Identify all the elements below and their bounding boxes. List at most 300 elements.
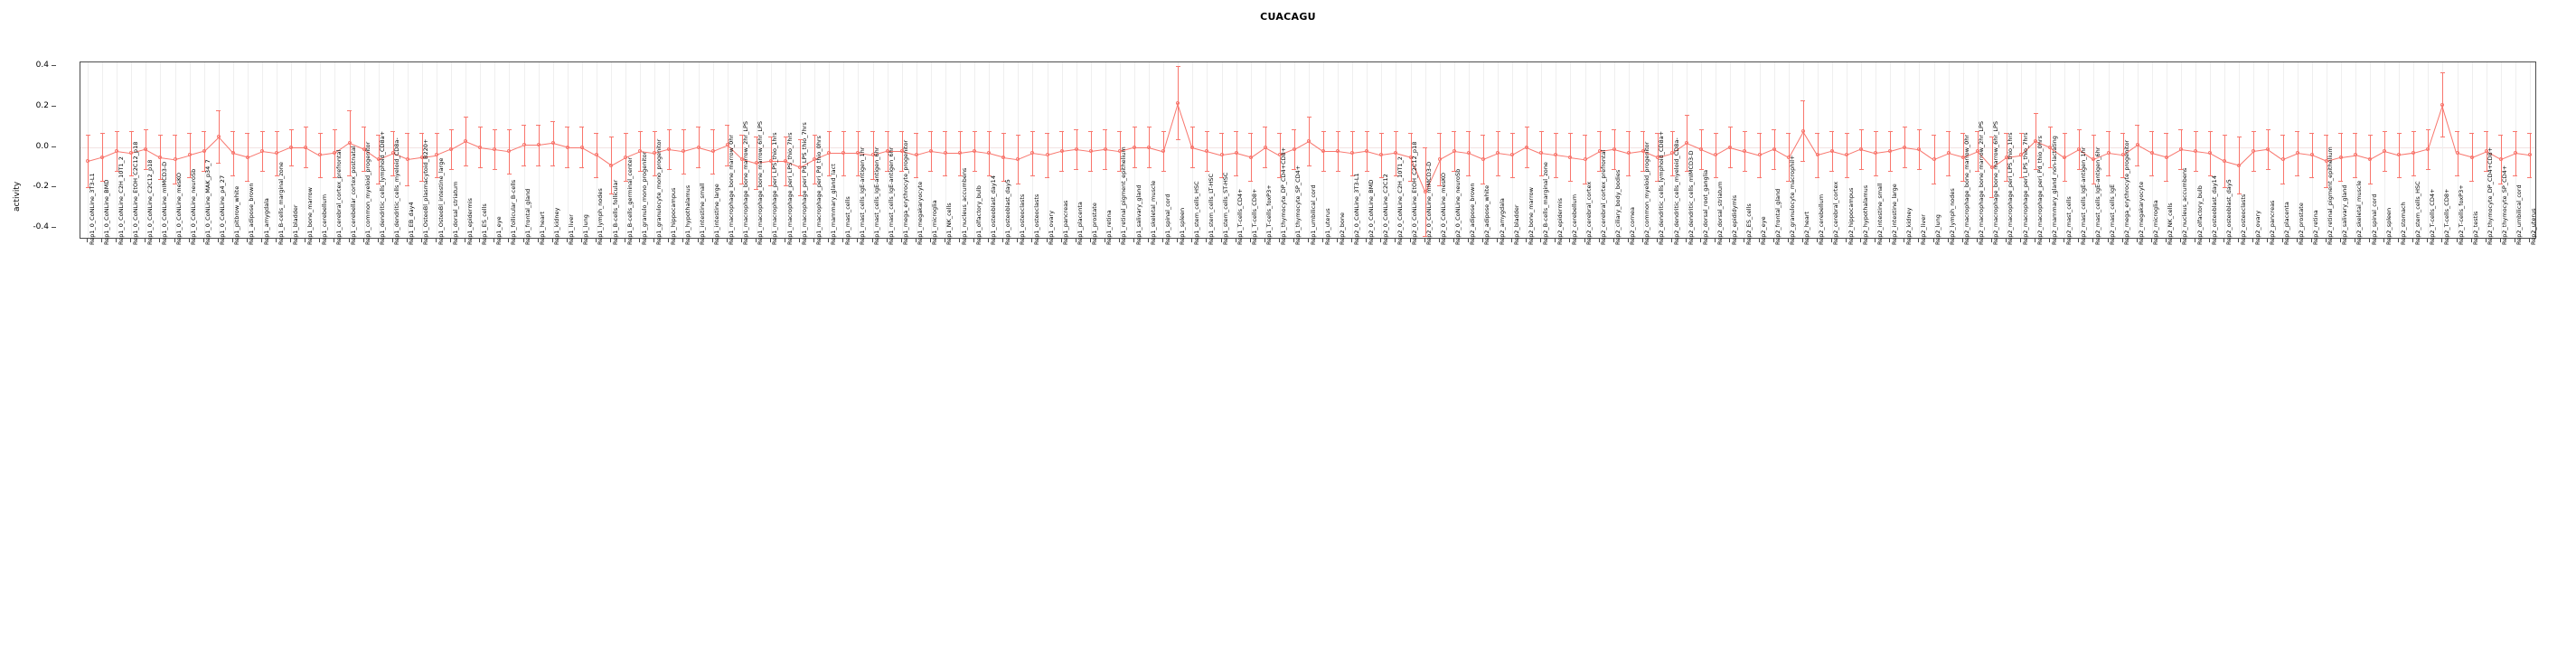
y-axis (0, 61, 80, 239)
x-tick-label: Rep2_ovary (2253, 210, 2261, 245)
x-tick-label: Rep2_0_CoNLine_C2C12 (1381, 174, 1389, 245)
error-bar-cap (1074, 169, 1078, 170)
data-point (682, 149, 685, 153)
y-tick-label: -0.4 (33, 222, 49, 231)
error-bar-cap (1365, 131, 1369, 132)
x-tick-label: Rep1_eye (494, 216, 503, 245)
error-bar-cap (1103, 129, 1107, 130)
x-tick-label: Rep1_retinal_pigment_epithelium (1120, 146, 1128, 245)
x-tick-label: Rep2_T-cells_CD8+ (2442, 188, 2450, 245)
error-bar-cap (1059, 171, 1064, 172)
error-bar-cap (347, 110, 352, 111)
error-bar-cap (2295, 175, 2299, 176)
x-tick-label: Rep2_spleen (2384, 207, 2393, 245)
error-bar-cap (216, 110, 221, 111)
error-bar-cap (129, 131, 134, 132)
x-tick-mark (1148, 239, 1149, 242)
error-bar-cap (1510, 133, 1515, 134)
x-tick-label: Rep1_0_CoNLine_C2H_10T1_2 (117, 156, 125, 245)
data-point (115, 149, 118, 153)
error-bar-cap (100, 133, 105, 134)
error-bar-cap (1670, 131, 1675, 132)
x-tick-mark (799, 239, 800, 242)
error-bar-cap (1219, 133, 1224, 134)
data-point (1220, 153, 1224, 156)
x-tick-label: Rep2_salivary_gland (2341, 184, 2349, 245)
x-tick-label: Rep2_0_CoNLine_BMD (1367, 179, 1375, 245)
x-tick-label: Rep2_lung (1934, 214, 1942, 245)
error-bar-cap (899, 131, 904, 132)
connector-line (204, 137, 220, 151)
error-bar-cap (1757, 133, 1762, 134)
data-point (86, 159, 89, 163)
error-bar-cap (2484, 131, 2488, 132)
y-tick-mark (52, 146, 56, 147)
data-point (507, 149, 511, 153)
data-point (1016, 157, 1020, 161)
data-point (522, 143, 526, 146)
y-tick-label: -0.2 (33, 182, 49, 192)
data-point (1859, 147, 1863, 151)
error-bar-cap (1234, 131, 1238, 132)
data-point (958, 151, 962, 155)
data-point (580, 146, 584, 149)
x-tick-label: Rep1_dorsal_striatum (451, 181, 459, 245)
x-tick-label: Rep2_stomach (2399, 202, 2407, 245)
error-bar-cap (2149, 131, 2154, 132)
error-bar-cap (245, 181, 249, 182)
x-tick-label: Rep2_granulocyte_macrophil+ (1789, 155, 1797, 245)
error-bar-cap (2194, 171, 2198, 172)
error-bar-cap (1946, 131, 1951, 132)
x-tick-label: Rep1_kidney (553, 207, 561, 245)
x-tick-mark (1337, 239, 1338, 242)
data-point (304, 146, 307, 149)
y-tick-mark (52, 186, 56, 187)
x-tick-label: Rep2_nucleus_accumbens (2181, 167, 2189, 245)
data-point (1874, 151, 1877, 155)
x-tick-label: Rep1_mast_cells (843, 196, 851, 245)
data-point (1496, 151, 1500, 155)
error-bar-cap (1800, 161, 1805, 162)
data-point (348, 141, 352, 145)
x-tick-label: Rep2_dendritic_cells_myeloid_CD8a- (1672, 137, 1680, 245)
error-bar-cap (158, 135, 163, 136)
error-bar-cap (2149, 175, 2154, 176)
error-bar-cap (1437, 133, 1442, 134)
error-bar-cap (2208, 131, 2213, 132)
x-tick-label: Rep1_lung (582, 214, 590, 245)
x-tick-label: Rep1_0_CoNLine_EtOH_C2C12_p18 (131, 141, 139, 245)
error-bar-cap (1379, 133, 1384, 134)
y-tick-label: 0.4 (35, 61, 49, 71)
x-tick-label: Rep2_mast_cells_IgE (2109, 184, 2117, 245)
x-tick-label: Rep1_0_CoNLine_p4_27 (219, 175, 227, 245)
x-tick-mark (1671, 239, 1672, 242)
error-bar-cap (1161, 131, 1166, 132)
x-tick-label: Rep2_frontal_gland (1774, 188, 1782, 245)
connector-line (1163, 103, 1179, 152)
error-bar-cap (2223, 135, 2227, 136)
data-point (2252, 149, 2255, 153)
x-tick-label: Rep2_cerebral_cortex_prefrontal (1600, 149, 1608, 245)
error-bar-cap (1045, 177, 1049, 178)
x-tick-label: Rep2_macrophage_peri_LPS_thio_1hrs (2007, 132, 2015, 245)
x-tick-label: Rep1_ES_cells (480, 203, 488, 245)
error-bar-cap (216, 163, 221, 164)
error-bar-cap (1815, 133, 1819, 134)
data-point (435, 153, 438, 156)
data-point (1845, 153, 1848, 156)
data-point (1438, 157, 1442, 161)
error-bar-cap (1946, 175, 1951, 176)
error-bar-cap (2498, 135, 2503, 136)
data-point (289, 146, 293, 149)
data-point (1816, 153, 1819, 156)
data-point (1584, 157, 1587, 161)
error-bar-cap (987, 131, 992, 132)
x-tick-label: Rep1_mast_cells_IgE-antigen_1hr (858, 146, 866, 245)
error-bar-cap (2309, 177, 2314, 178)
x-tick-label: Rep1_dendritic_cells_lymphoid_CD8a+ (379, 130, 387, 245)
error-bar-cap (973, 171, 977, 172)
error-bar-cap (1859, 169, 1864, 170)
x-tick-label: Rep2_cerebellum (1818, 193, 1826, 245)
x-tick-label: Rep1_macrophage_bone_marrow_0hr (728, 134, 736, 245)
x-tick-label: Rep1_cerebellum (320, 193, 328, 245)
x-tick-label: Rep1_osteoclasts (1032, 193, 1040, 245)
x-tick-label: Rep2_retina (2312, 210, 2320, 245)
x-tick-label: Rep1_0_CoNLine_neuroSb (190, 168, 198, 245)
error-bar-cap (405, 133, 409, 134)
x-tick-label: Rep2_macrophage_peri_LPS_thio_7hrs (2021, 132, 2029, 245)
connector-line (1802, 131, 1818, 156)
error-bar-cap (522, 125, 526, 126)
x-tick-label: Rep1_B-cells_germinal_center (625, 156, 634, 245)
error-bar-cap (1336, 131, 1340, 132)
x-tick-label: Rep2_olfactory_bulb (2195, 185, 2204, 245)
x-tick-label: Rep2_hippocampus (1847, 187, 1855, 245)
x-tick-mark (87, 239, 88, 242)
x-tick-label: Rep1_mast_cells_IgE-antigen_6hr (888, 146, 896, 245)
x-tick-label: Rep2_bone (1338, 212, 1346, 245)
error-bar-cap (1685, 115, 1689, 116)
x-tick-label: Rep1_adipose_brown (248, 183, 256, 245)
x-tick-label: Rep1_osteoblast_day14 (989, 175, 997, 245)
error-bar-cap (1248, 181, 1253, 182)
error-bar-cap (1248, 133, 1253, 134)
x-tick-label: Rep2_osteoblast_day5 (2224, 179, 2233, 245)
data-point (1379, 153, 1383, 156)
error-bar-cap (449, 129, 454, 130)
error-bar-cap (1263, 167, 1267, 168)
connector-line (1789, 131, 1804, 157)
x-tick-label: Rep2_placenta (2283, 202, 2291, 245)
error-bar-cap (1190, 167, 1195, 168)
error-bar-cap (594, 177, 598, 178)
error-bar-cap (856, 131, 860, 132)
x-tick-mark (2209, 239, 2210, 242)
x-tick-mark (973, 239, 974, 242)
error-bar-cap (2513, 175, 2517, 176)
x-tick-label: Rep2_B-cells_marginal_zone (1541, 162, 1549, 245)
x-tick-label: Rep2_eye (1760, 216, 1768, 245)
data-point (1612, 147, 1616, 151)
data-point (2470, 156, 2474, 159)
data-point (551, 141, 555, 145)
error-bar-cap (943, 175, 947, 176)
x-tick-label: Rep1_0_CoNLine_3T3-L1 (88, 173, 96, 245)
x-tick-mark (276, 239, 277, 242)
error-bar-cap (2353, 177, 2357, 178)
data-point (1481, 157, 1485, 161)
data-point (1089, 149, 1093, 153)
x-tick-label: Rep1_granulocyte_mono_progenitor (654, 138, 663, 245)
error-bar-cap (943, 131, 947, 132)
x-tick-label: Rep2_epididymis (1730, 194, 1738, 245)
error-bar-cap (710, 174, 715, 175)
connector-line (175, 155, 190, 159)
data-point (841, 151, 845, 155)
error-bar-cap (2426, 129, 2430, 130)
error-bar-cap (1554, 133, 1558, 134)
error-bar-cap (1757, 177, 1762, 178)
error-bar-cap (1743, 171, 1747, 172)
error-bar-cap (1336, 171, 1340, 172)
data-point (1888, 149, 1892, 153)
error-bar-cap (565, 167, 569, 168)
error-bar-cap (1365, 171, 1369, 172)
error-bar-cap (187, 133, 192, 134)
error-bar-cap (507, 174, 512, 175)
x-tick-mark (2020, 239, 2021, 242)
error-bar-cap (2440, 72, 2445, 73)
data-point (1293, 147, 1296, 151)
error-bar-cap (1888, 171, 1893, 172)
error-bar-cap (2063, 181, 2067, 182)
x-tick-label: Rep2_0_CoNLine_mesKO (1440, 172, 1448, 245)
error-bar-cap (928, 171, 933, 172)
data-point (202, 149, 206, 153)
x-tick-label: Rep2_mega_erythrocyte_progenitor (2123, 139, 2131, 245)
error-bar-cap (827, 131, 832, 132)
x-tick-label: Rep2_osteoblast_day14 (2210, 175, 2218, 245)
data-point (1104, 147, 1107, 151)
data-point (1075, 147, 1078, 151)
error-bar-cap (173, 135, 177, 136)
error-bar-cap (464, 117, 468, 118)
data-point (1350, 151, 1354, 155)
x-tick-mark (1308, 239, 1309, 242)
error-bar-cap (260, 171, 265, 172)
error-bar-cap (1088, 131, 1093, 132)
error-bar-cap (1903, 167, 1907, 168)
x-tick-label: Rep1_bladder (291, 204, 299, 245)
error-bar-cap (1466, 131, 1471, 132)
x-tick-label: Rep1_EB_day4 (408, 202, 416, 245)
x-tick-label: Rep2_lymph_nodes (1949, 188, 1957, 245)
x-tick-label: Rep1_T-cells_foxP3+ (1265, 184, 1274, 245)
error-bar-cap (1786, 133, 1791, 134)
error-bar-cap (419, 133, 424, 134)
error-bar-cap (536, 125, 541, 126)
x-tick-label: Rep1_NK_cells (945, 203, 954, 245)
error-bar-cap (2164, 181, 2168, 182)
x-tick-label: Rep2_dendritic_cells_mIMCD3-D (1687, 150, 1695, 245)
error-bar-cap (1583, 135, 1587, 136)
x-tick-label: Rep1_bone_marrow (306, 187, 314, 245)
x-tick-label: Rep2_prostate (2298, 203, 2306, 245)
error-bar-cap (1641, 131, 1645, 132)
x-tick-label: Rep2_ciliary_body_bodies (1614, 169, 1622, 245)
error-bar-cap (1205, 131, 1209, 132)
data-point (2339, 156, 2343, 159)
error-bar-cap (522, 165, 526, 166)
error-bar-cap (1845, 177, 1849, 178)
x-tick-label: Rep1_spinal_cord (1163, 193, 1171, 245)
data-point (1176, 101, 1180, 105)
x-tick-label: Rep1_mega_erythrocyte_progenitor (902, 139, 910, 245)
error-bar-cap (1074, 129, 1078, 130)
x-tick-label: Rep2_megakaryocyte (2138, 181, 2146, 245)
data-point (1307, 139, 1311, 143)
x-tick-label: Rep1_olfactory_bulb (974, 185, 982, 245)
x-tick-label: Rep2_spinal_cord (2370, 193, 2378, 245)
x-tick-label: Rep2_retinal_pigment_epithelium (2327, 146, 2335, 245)
data-point (1758, 153, 1762, 156)
error-bar-cap (435, 133, 439, 134)
error-bar-cap (1597, 131, 1602, 132)
x-tick-label: Rep1_granulo_mono_progenitor (640, 151, 648, 245)
connector-line (2239, 151, 2254, 165)
error-bar-cap (1394, 131, 1398, 132)
error-bar-cap (1800, 100, 1805, 101)
error-bar-cap (1103, 169, 1107, 170)
x-tick-label: Rep2_testis (2472, 211, 2480, 245)
x-tick-label: Rep1_B-cells_marginal_zone (277, 162, 285, 245)
x-tick-label: Rep2_macrophage_bone_marrow_6hr_LPS (1992, 121, 2000, 245)
x-tick-label: Rep2_adipose_white (1483, 184, 1491, 245)
x-tick-label: Rep1_pancreas (1062, 200, 1070, 245)
error-bar-cap (710, 129, 715, 130)
error-bar-cap (928, 131, 933, 132)
data-point (537, 143, 541, 146)
error-bar-cap (1829, 171, 1834, 172)
data-point (697, 146, 700, 149)
data-point (1321, 149, 1325, 153)
data-point (1453, 149, 1456, 153)
error-bar-cap (245, 133, 249, 134)
error-bar-cap (2383, 171, 2387, 172)
error-bar-cap (1321, 171, 1326, 172)
x-tick-label: Rep2_mammary_gland_non-lactating (2050, 136, 2058, 245)
error-bar-cap (2120, 133, 2125, 134)
error-bar-cap (2164, 133, 2168, 134)
error-bar-cap (638, 131, 643, 132)
error-bar-cap (2135, 125, 2139, 126)
x-tick-label: Rep2_adipose_brown (1469, 183, 1477, 245)
x-tick-mark (1846, 239, 1847, 242)
error-bar-cap (1568, 181, 1573, 182)
x-tick-label: Rep2_bone_marrow (1527, 187, 1535, 245)
x-tick-mark (2383, 239, 2384, 242)
error-bar-cap (1088, 171, 1093, 172)
x-tick-label: Rep2_dorsal_root_ganglia (1701, 169, 1709, 245)
data-point (929, 149, 933, 153)
error-bar-cap (1147, 167, 1152, 168)
error-bar-cap (1917, 129, 1922, 130)
connector-line (1585, 151, 1601, 160)
x-tick-label: Rep2_dendritic_cells_lymphoid_CD8a+ (1658, 130, 1666, 245)
error-bar-cap (653, 131, 657, 132)
data-point (2165, 156, 2168, 159)
error-bar-cap (2455, 175, 2459, 176)
error-bar-cap (1932, 135, 1936, 136)
x-tick-mark (610, 239, 611, 242)
error-bar-cap (1772, 129, 1776, 130)
x-tick-label: Rep2_cerebellum (1570, 193, 1578, 245)
x-tick-label: Rep1_uterus (1323, 208, 1331, 245)
x-tick-label: Rep1_common_myeloid_progenitor (364, 141, 372, 245)
connector-line (713, 145, 728, 152)
error-bar-cap (2513, 131, 2517, 132)
connector-line (1177, 103, 1192, 147)
x-tick-label: Rep2_macrophage_bone_marrow_0hr (1963, 134, 1971, 245)
error-bar-cap (333, 129, 337, 130)
error-bar-cap (1205, 171, 1209, 172)
x-tick-mark (1860, 239, 1861, 242)
x-tick-label: Rep2_cerebral_cortex (1585, 181, 1594, 245)
error-bar-cap (2411, 175, 2416, 176)
y-tick-mark (52, 227, 56, 228)
error-bar-cap (2266, 129, 2270, 130)
error-bar-cap (304, 167, 308, 168)
data-point (973, 149, 976, 153)
x-tick-mark (1133, 239, 1134, 242)
x-tick-label: Rep2_0_CoNLine_neuroSb (1454, 168, 1462, 245)
error-bar-cap (202, 131, 206, 132)
x-tick-label: Rep1_salivary_gland (1134, 184, 1142, 245)
data-point (406, 157, 409, 161)
error-bar-cap (464, 165, 468, 166)
error-bar-cap (1554, 177, 1558, 178)
x-tick-label: Rep2_0_CoNLine_C2H_10T1_2 (1396, 156, 1404, 245)
x-tick-label: Rep2_0_CoNLine_mIMCD3-D (1425, 161, 1434, 245)
x-tick-label: Rep1_mammary_gland_lact (829, 164, 837, 245)
data-point (2107, 151, 2111, 155)
error-bar-cap (914, 133, 918, 134)
error-bar-cap (1874, 131, 1878, 132)
error-bar-cap (1845, 133, 1849, 134)
error-bar-cap (885, 131, 889, 132)
data-point (2514, 151, 2517, 155)
x-tick-label: Rep1_intestine_large (713, 184, 721, 245)
x-tick-label: Rep1_T-cells_CD4+ (1236, 188, 1245, 245)
error-bar-cap (536, 165, 541, 166)
x-tick-label: Rep1_amygdala (262, 198, 270, 245)
x-tick-label: Rep1_macrophage_peri_LPS_thio_1hrs (771, 132, 779, 245)
connector-line (2283, 153, 2298, 160)
x-tick-label: Rep2_umbilical_cord (2515, 184, 2524, 245)
data-point (1947, 151, 1951, 155)
x-tick-label: Rep1_0_CoNLine_mesKO (175, 172, 183, 245)
error-bar-cap (624, 133, 628, 134)
x-tick-label: Rep2_0_CoNLine_3T3-L1 (1352, 173, 1360, 245)
error-bar-cap (144, 129, 148, 130)
error-bar-cap (2266, 169, 2270, 170)
error-bar-cap (318, 133, 323, 134)
x-tick-label: Rep1_macrophage_bone_marrow_6hr_LPS (757, 121, 765, 245)
